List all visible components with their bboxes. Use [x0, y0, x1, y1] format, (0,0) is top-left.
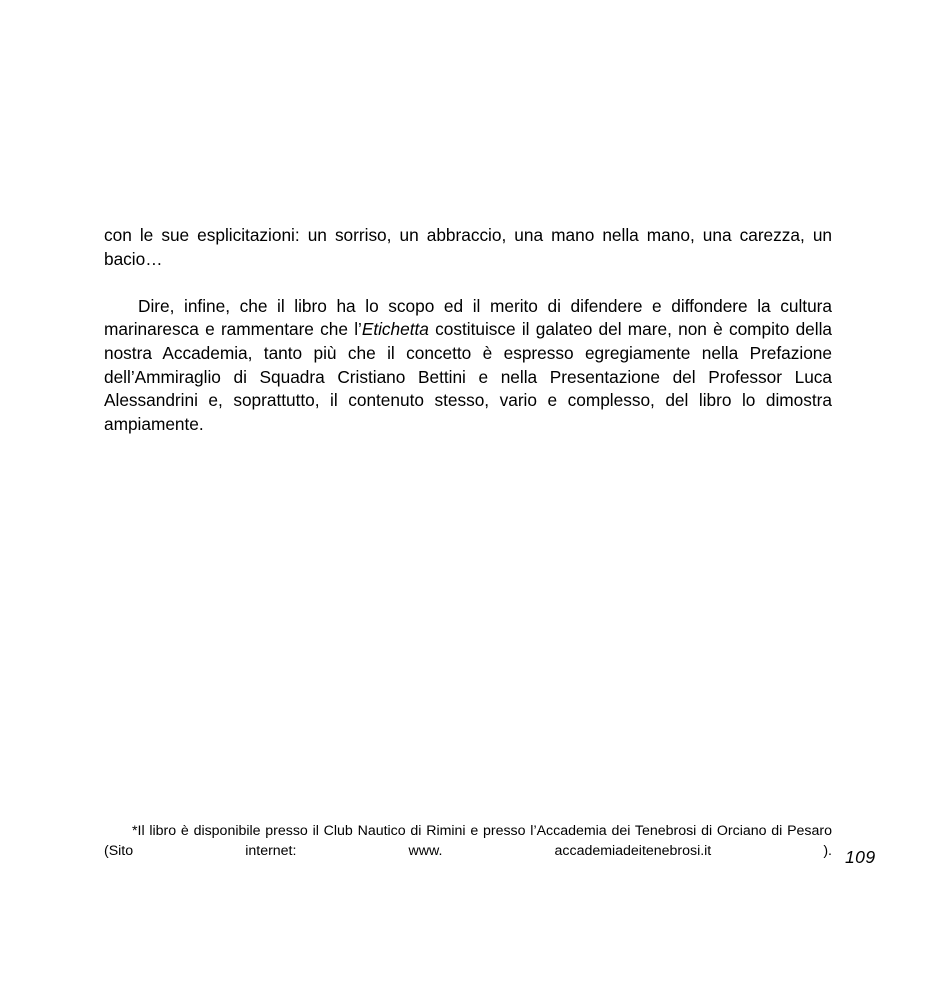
paragraph-closing [104, 295, 832, 460]
body-text-block [104, 224, 832, 460]
paragraph-closing-part-2: costituisce il galateo del mare, non è compito della nostra Accademia, tanto più che il concetto è espresso egregiamente nella Prefazione dell’Ammiraglio di Squadra Cristiano Bettini e nella Presentazione del Professor Luca Alessandrini e, soprattutto, il contenuto stesso, vario e complesso, del libro lo dimostra ampiamente. [104, 319, 832, 434]
emphasis-etichetta: Etichetta [361, 319, 429, 340]
paragraph-closing-part-1: Dire, infine, che il libro ha lo scopo ed il merito di difendere e diffondere la cultura marinaresca e rammentare che l’ [104, 295, 832, 340]
paragraph-continuation: con le sue esplicitazioni: un sorriso, un abbraccio, una mano nella mano, una carezza, un bacio… [104, 225, 832, 269]
footnote-block [104, 822, 832, 881]
page-number: 109 [845, 847, 876, 867]
footnote-text: *Il libro è disponibile presso il Club Nautico di Rimini e presso l’Accademia dei Tenebrosi di Orciano di Pesaro (Sito internet: www. accademiadeitenebrosi.it ). [104, 823, 832, 859]
